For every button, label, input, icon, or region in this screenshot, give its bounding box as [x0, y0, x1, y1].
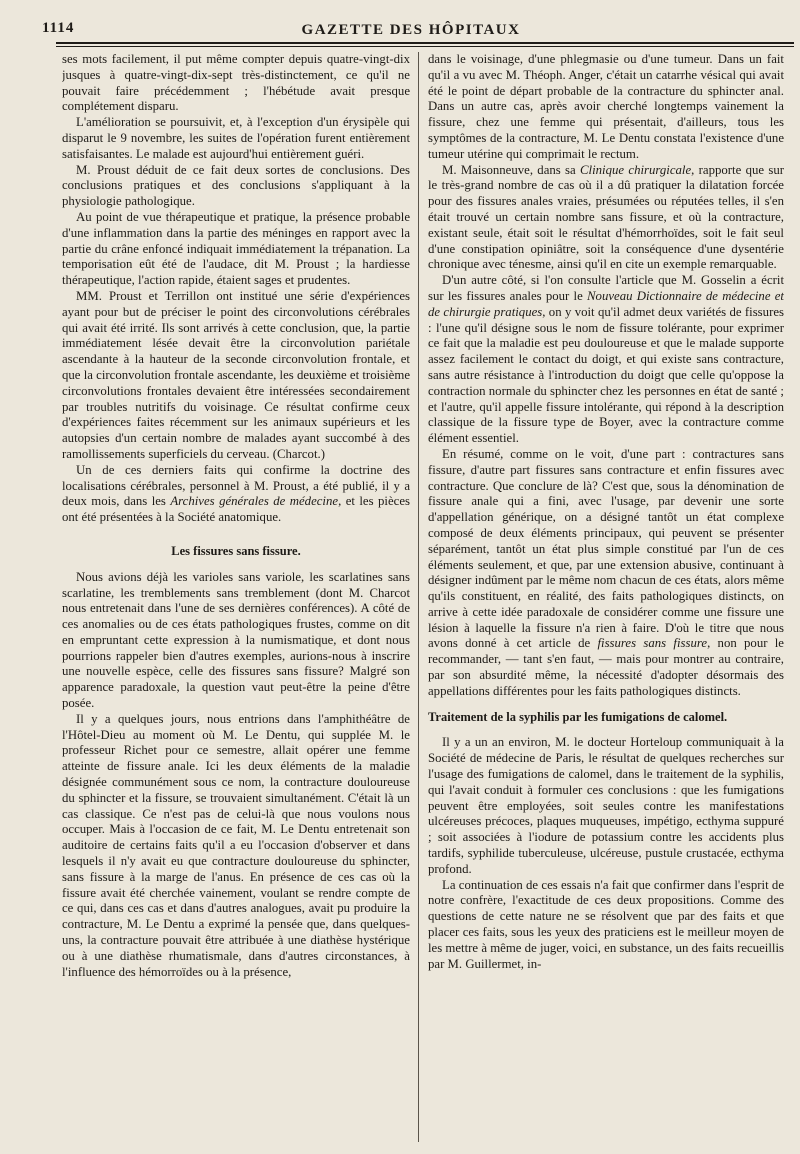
paragraph: M. Proust déduit de ce fait deux sortes de conclusions. Des conclusions pratiques et des conclusions s'appliquant à la physiologie pathologique. [62, 162, 410, 209]
paragraph: ses mots facilement, il put même compter depuis quatre-vingt-dix jusques à quatre-vingt-dix-sept très-distinctement, ce qu'il ne pouvait faire précédemment ; l'hébétude avait presque complétement disparu. [62, 52, 410, 114]
paragraph: D'un autre côté, si l'on consulte l'article que M. Gosselin a écrit sur les fissures anales pour le Nouveau Dictionnaire de médecine et de chirurgie pratiques, on y voit qu'il admet deux variétés de fissures : l'une qu'il désigne sous le nom de fissure tolérante, pour exprimer ce fait que la maladie est peu douloureuse et que le malade supporte assez facilement le contact du doigt, et qui existe sans contracture, sans autre résistance à l'introduction du doigt que celle qu'oppose la contraction normale du sphincter chez les personnes en état de santé ; et l'autre, qu'il appelle fissure intolérante, qui répond à la description classique de la fissure type de Boyer, avec la contracture comme élément essentiel. [428, 273, 784, 446]
paragraph: Au point de vue thérapeutique et pratique, la présence probable d'une inflammation dans la partie des méninges en rapport avec la partie du crâne enfoncé indiquait immédiatement la trépanation. La temporisation eût été de l'audace, dit M. Proust ; la hardiesse thérapeutique, l'action rapide, étaient sages et prudentes. [62, 209, 410, 288]
journal-reference: Archives générales de médecine [170, 494, 339, 509]
book-reference: Clinique chirurgicale [580, 162, 692, 177]
section-title: Traitement de la syphilis par les fumigations de calomel. [428, 709, 728, 724]
paragraph: Nous avions déjà les varioles sans variole, les scarlatines sans scarlatine, les tremblements sans tremblement (dont M. Charcot nous entretenait dans l'une de ses dernières conférences). A côté de ces anomalies ou de ces états pathologiques frustes, comme on dit en empruntant cette expression à la numismatique, et dont nous pourrions rappeler bien d'autres exemples, aurions-nous à inscrire une nouvelle espèce, celle des fissures sans fissure? Malgré son apparence paradoxale, la question vaut peut-être la peine d'être posée. [62, 569, 410, 711]
header-rule-thin [56, 46, 794, 47]
paragraph: dans le voisinage, d'une phlegmasie ou d'une tumeur. Dans un fait qu'il a vu avec M. Théoph. Anger, c'était un catarrhe vésical qui avait été le point de départ probable de la contracture du sphincter anal. Dans un autre cas, après avoir cherché longtemps vainement la fissure, chez une femme qui présentait, d'ailleurs, tous les symptômes de la contracture, M. Le Dentu constata l'existence d'une tumeur utérine qui comprimait le rectum. [428, 52, 784, 161]
section-title: Les fissures sans fissure. [171, 543, 301, 558]
dictionary-reference: Nouveau Dictionnaire de médecine et de chirurgie pratiques [428, 288, 784, 319]
article-title-reference: fissures sans fissure [597, 636, 708, 651]
right-column [428, 52, 784, 1142]
paragraph: La continuation de ces essais n'a fait que confirmer dans l'esprit de notre confrère, l'exactitude de ces deux propositions. Comme des questions de cette nature ne se résolvent que par des faits et que placer ces faits, sous les yeux des praticiens est le meilleur moyen de les mettre à même de juger, voici, en substance, un des faits recueillis par M. Guillermet, in- [428, 877, 784, 971]
page-number: 1114 [42, 20, 75, 36]
paragraph: En résumé, comme on le voit, d'une part : contractures sans fissure, d'autre part fissures sans contracture et enfin fissures avec contracture. Que conclure de là? C'est que, sous la dénomination de fissure anale qui a fini, avec l'usage, par devenir une sorte d'appellation générique, on a désigné tantôt un état complexe composé de deux éléments principaux, qui peuvent se présenter séparément, tantôt un état plus simple constitué par l'un de ces éléments seulement, et que, par une extension abusive, continuant à désigner indûment par le même nom chacun de ces états, alors même qu'ils constituent, en réalité, des faits pathologiques distincts, on arrive à cette idée paradoxale de considérer comme une fissure une lésion à laquelle la fissure n'a rien à faire. D'où le titre que nous avons donné à cet article de fissures sans fissure, non pour le recommander, — tant s'en faut, — mais pour montrer au contraire, par son absurdité même, la nécessité d'adopter désormais des appellations différentes pour les faits pathologiques distincts. [428, 446, 784, 698]
page-header [40, 12, 782, 36]
header-rule [56, 42, 794, 44]
journal-title: GAZETTE DES HÔPITAUX [301, 22, 521, 38]
paragraph: L'amélioration se poursuivit, et, à l'exception d'un érysipèle qui disparut le 9 novembre, les suites de l'opération furent entièrement satisfaisantes. Le malade est aujourd'hui entièrement guéri. [62, 115, 410, 161]
left-column [62, 52, 410, 1142]
paragraph: MM. Proust et Terrillon ont institué une série d'expériences ayant pour but de préciser le point des circonvolutions cérébrales qui avait été irrité. Ils sont arrivés à cette conclusion, que, la partie immédiatement lésée devait être la circonvolution pariétale ascendante à la hauteur de la seconde circonvolution frontale, et que la circonvolution frontale ascendante, les deuxième et troisième circonvolutions frontales devaient être intéressées secondairement par troubles nutritifs du voisinage. Ce résultat confirme ceux d'expériences faites récemment sur les animaux supérieurs et les autopsies d'un certain nombre de malades ayant succombé à des ramollissements superficiels du cerveau. (Charcot.) [62, 288, 410, 461]
column-divider [418, 52, 419, 1142]
paragraph: Il y a quelques jours, nous entrions dans l'amphithéâtre de l'Hôtel-Dieu au moment où M. Le Dentu, qui supplée M. le professeur Richet pour ce semestre, allait opérer une femme atteinte de fissure anale. Ici les deux éléments de la maladie désignée communément sous ce nom, la contracture douloureuse du sphincter et la fissure, se trouvaient simultanément. C'était là un cas classique. Ce n'est pas de celui-là que nous voulons nous occuper. Mais à l'occasion de ce fait, M. Le Dentu entretenait son auditoire de certains faits qu'il a eu l'occasion d'observer et dans lesquels il n'y avait eu que contracture douloureuse du sphincter, sans fissure à la marge de l'anus. En présence de ces cas où la fissure avait été cherchée vainement, voulant se rendre compte de ce qui, dans ces cas et dans d'autres analogues, avait pu produire la contracture, M. Le Dentu a exprimé la pensée que, dans quelques-uns, la contracture pouvait être attribuée à une diathèse hystérique ou à une diathèse rhumatismale, dans d'autres circonstances, à l'influence des hémorroïdes ou à la présence, [62, 711, 410, 979]
paragraph: Un de ces derniers faits qui confirme la doctrine des localisations cérébrales, personnel à M. Proust, a été publié, il y a deux mois, dans les Archives générales de médecine, et les pièces ont été présentées à la Société anatomique. [62, 462, 410, 525]
paragraph: M. Maisonneuve, dans sa Clinique chirurgicale, rapporte que sur le très-grand nombre de cas où il a dû pratiquer la dilatation forcée pour des fissures anales vraies, présumées ou réputées telles, il s'en était trouvé un certain nombre sans fissure, et où la contracture, existant seule, était soit le résultat d'hémorrhoïdes, soit le fait seul d'une constipation opiniâtre, soit la conséquence d'une dysentérie chronique avec ténesme, ainsi qu'il en cite un exemple remarquable. [428, 162, 784, 272]
paragraph: Il y a un an environ, M. le docteur Horteloup communiquait à la Société de médecine de Paris, le résultat de quelques recherches sur l'usage des fumigations de calomel, dans le traitement de la syphilis, qui l'avait conduit à formuler ces conclusions : que les fumigations peuvent être employées, soit seules contre les manifestations ulcéreuses précoces, plaques muqueuses, impétigo, ecthyma suppuré ; soit associées à l'iodure de potassium contre les accidents plus tardifs, syphilide tuberculeuse, ulcéreuse, pustule crustacée, ecthyma profond. [428, 735, 784, 876]
